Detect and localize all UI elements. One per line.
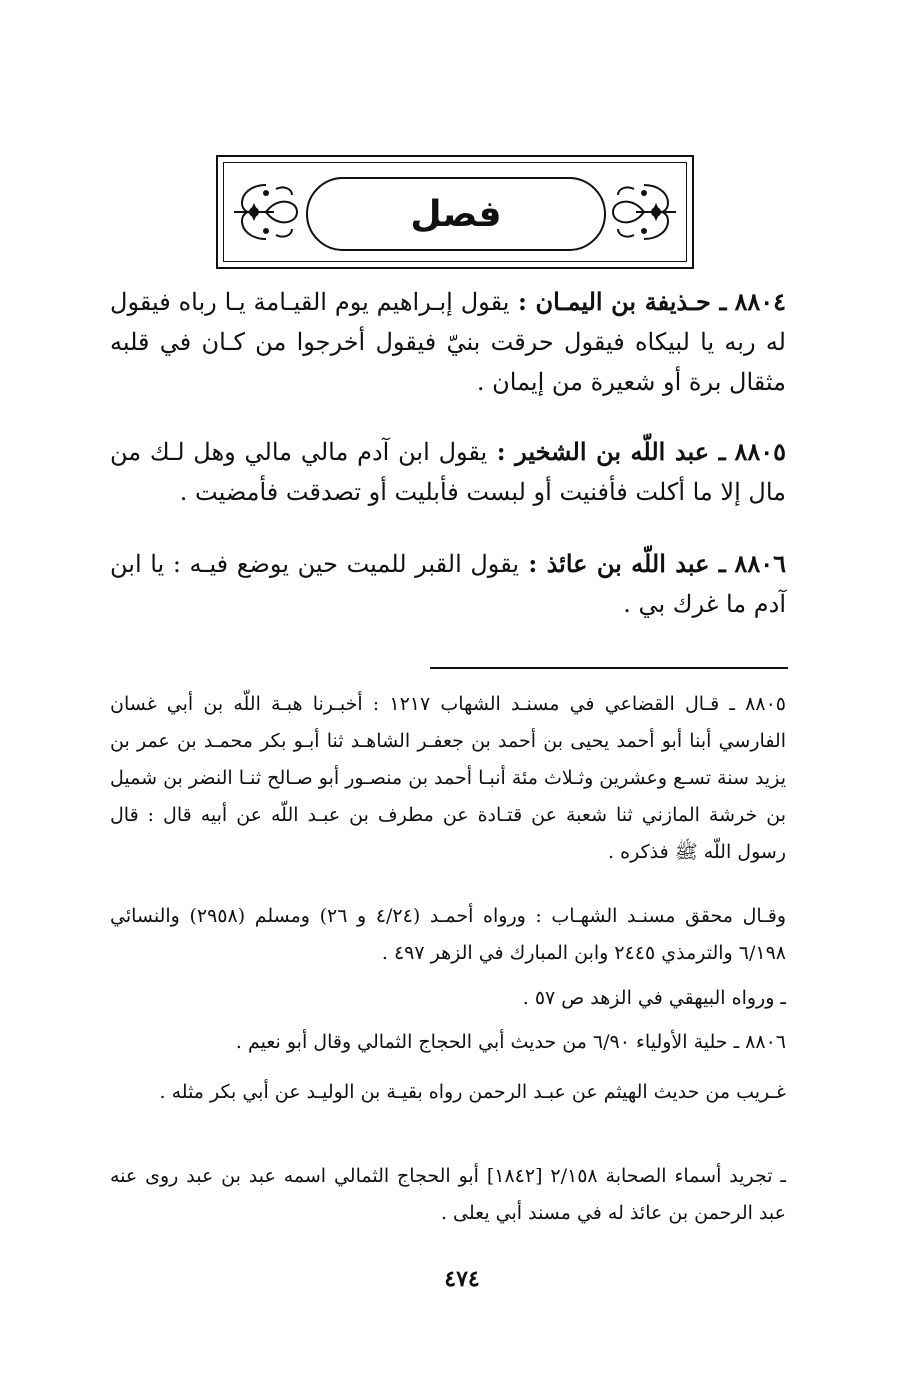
entry-text: يقول إبـراهيم يوم القيـامة يـا رباه فيقول له ربه يا لبيكاه فيقول حرقت بنيّ فيقول أخرجوا من كـان في قلبه مثقال برة أو شعيرة من إيمان . bbox=[110, 288, 786, 396]
arabesque-ornament-left-icon bbox=[228, 179, 304, 245]
entry-text: يقول القبر للميت حين يوضع فيـه : يا ابن آدم ما غرك بي . bbox=[110, 550, 786, 618]
section-header-frame bbox=[216, 155, 694, 269]
footnote-8805-editor-note: وقـال محقق مسنـد الشهـاب : ورواه أحمـد (٤/٢٤ و ٢٦) ومسلم (٢٩٥٨) والنسائي ٦/١٩٨ والترمذي ٢٤٤٥ وابن المبارك في الزهر ٤٩٧ . bbox=[110, 905, 786, 964]
entry-narrator: عبد اللّه بن عائذ bbox=[546, 549, 710, 578]
hadith-entry-8804: ٨٨٠٤ ـ حـذيفة بن اليمـان : يقول إبـراهيم يوم القيـامة يـا رباه فيقول له ربه يا لبيكاه فيقول حرقت بنيّ فيقول أخرجوا من كـان في قلبه مثقال برة أو شعيرة من إيمان . bbox=[110, 287, 786, 396]
entry-text: يقول ابن آدم مالي مالي وهل لـك من مال إلا ما أكلت فأفنيت أو لبست فأبليت أو تصدقت فأمضيت . bbox=[110, 438, 786, 506]
title-cartouche bbox=[306, 177, 606, 251]
hadith-entry-8805: ٨٨٠٥ ـ عبد اللّه بن الشخير : يقول ابن آدم مالي مالي وهل لـك من مال إلا ما أكلت فأفنيت أو لبست فأبليت أو تصدقت فأمضيت . bbox=[110, 437, 786, 506]
footnote-8806: ٨٨٠٦ ـ حلية الأولياء ٦/٩٠ من حديث أبي الحجاج الثمالي وقال أبو نعيم . bbox=[235, 1031, 786, 1053]
entry-narrator: عبد اللّه بن الشخير bbox=[515, 437, 710, 466]
page-number: ٤٧٤ bbox=[444, 1266, 480, 1292]
footnote-8806-tajrid: ـ تجريد أسماء الصحابة ٢/١٥٨ [١٨٤٢] أبو الحجاج الثمالي اسمه عبد بن عبد روى عنه عبد الرحمن بن عائذ له في مسند أبي يعلى . bbox=[110, 1165, 786, 1224]
footnote-8805-bayhaqi: ـ ورواه البيهقي في الزهد ص ٥٧ . bbox=[522, 987, 786, 1009]
entry-number: ٨٨٠٦ bbox=[734, 549, 786, 578]
footnote-8805: ٨٨٠٥ ـ قـال القضاعي في مسنـد الشهاب ١٢١٧ : أخبـرنا هبـة اللّه بن أبي غسان الفارسي أبنا أبو أحمد يحيى بن أحمد بن جعفـر الشاهـد ثنا أبـو بكر محمـد بن عمر بن يزيد سنة تسـع وعشرين وثـلاث مئة أنبـا أحمد بن منصـور أبو صـالح ثنـا النضر بن شميل بن خرشة المازني ثنا شعبة عن قتـادة عن مطرف بن عبـد اللّه عن أبيه قال : قال رسول اللّه ﷺ فذكره . bbox=[110, 693, 786, 863]
entry-number: ٨٨٠٤ bbox=[734, 287, 786, 316]
hadith-entry-8806: ٨٨٠٦ ـ عبد اللّه بن عائذ : يقول القبر للميت حين يوضع فيـه : يا ابن آدم ما غرك بي . bbox=[110, 549, 786, 618]
header-inner-border bbox=[223, 162, 687, 262]
entry-narrator: حـذيفة بن اليمـان bbox=[535, 287, 711, 316]
entry-number: ٨٨٠٥ bbox=[734, 437, 786, 466]
section-title: فصل bbox=[410, 193, 502, 235]
footnote-8806-gharib: غـريب من حديث الهيثم عن عبـد الرحمن رواه بقيـة بن الوليـد عن أبي بكر مثله . bbox=[159, 1081, 786, 1103]
footnote-separator bbox=[430, 667, 788, 669]
arabesque-ornament-right-icon bbox=[606, 179, 682, 245]
